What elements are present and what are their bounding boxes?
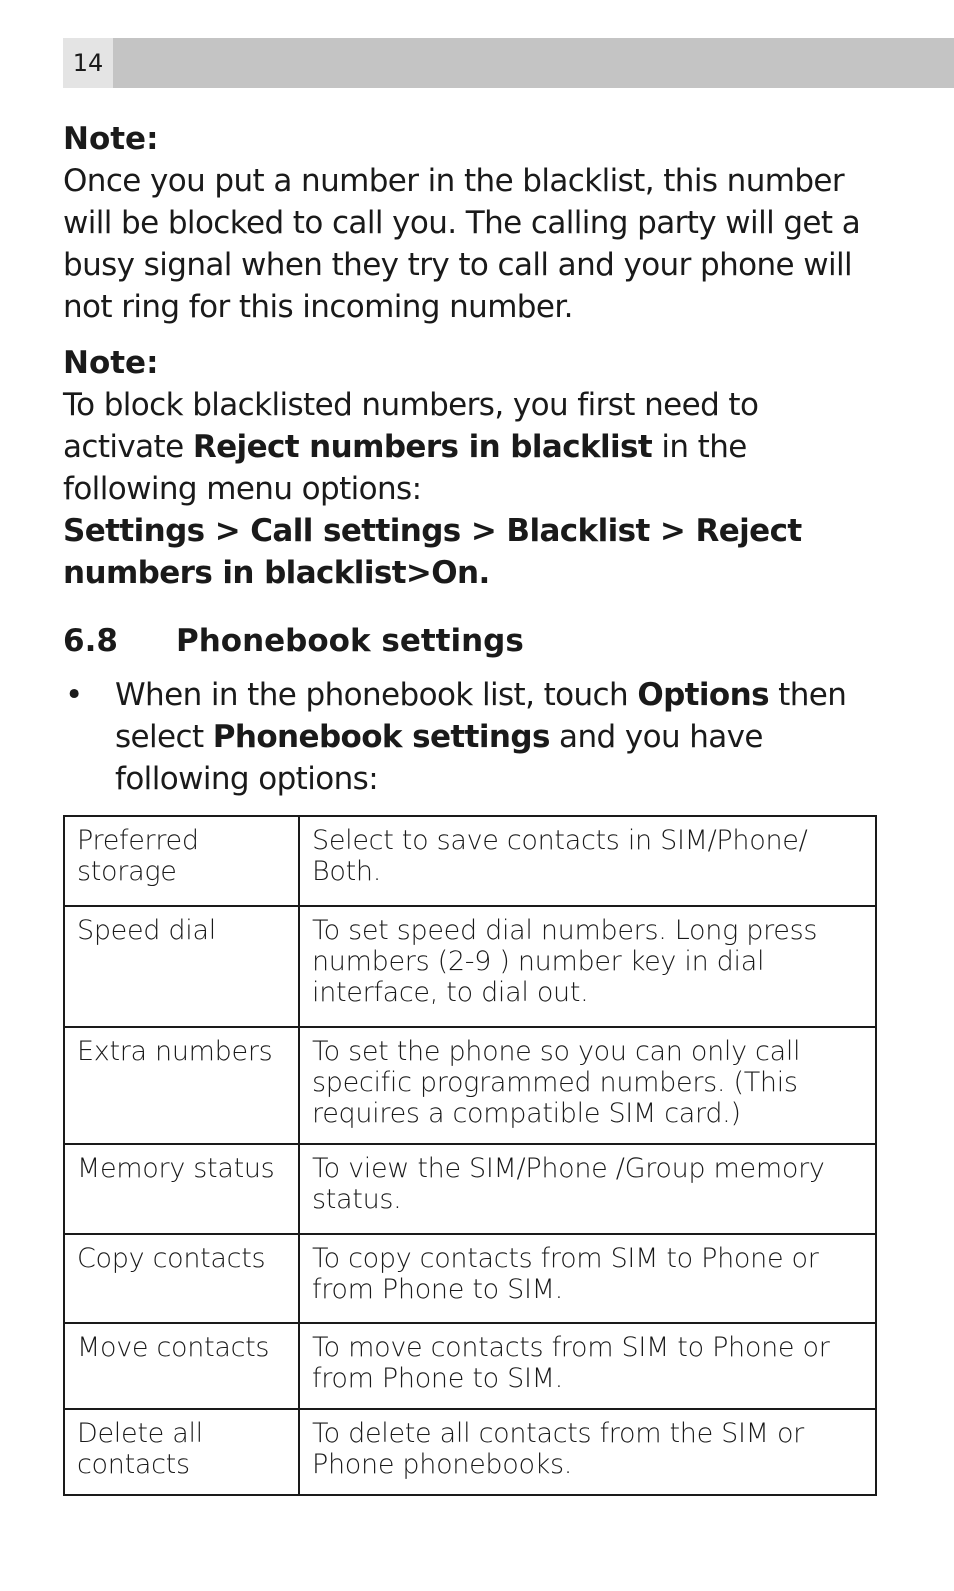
- section-heading: [63, 620, 863, 662]
- bullet-bold-term: Phonebook settings: [212, 719, 550, 755]
- bullet-icon: •: [65, 677, 83, 713]
- section-number: 6.8: [63, 623, 118, 659]
- note-title: Note:: [63, 345, 159, 381]
- note-text-part: To block blacklisted numbers, you first need to activate: [63, 387, 759, 465]
- option-name: Move contacts: [64, 1323, 299, 1409]
- menu-path: Settings > Call settings > Blacklist > Reject numbers in blacklist>On.: [63, 513, 802, 591]
- phonebook-options-table: [63, 815, 877, 1496]
- option-description: To copy contacts from SIM to Phone or from Phone to SIM.: [299, 1234, 876, 1323]
- note-text: Once you put a number in the blacklist, this number will be blocked to call you. The calling party will get a busy signal when they try to call and your phone will not ring for this incoming number.: [63, 163, 861, 325]
- table-row: [64, 1027, 876, 1144]
- page-content: [63, 118, 863, 800]
- table-row: [64, 1409, 876, 1495]
- bullet-text-part: and you have following options:: [115, 719, 763, 797]
- bullet-text-part: When in the phonebook list, touch: [115, 677, 638, 713]
- table-row: [64, 1323, 876, 1409]
- bullet-text: [115, 674, 863, 800]
- option-name: Memory status: [64, 1144, 299, 1234]
- option-description: To view the SIM/Phone /Group memory status.: [299, 1144, 876, 1234]
- bullet-bold-term: Options: [637, 677, 769, 713]
- option-description: To set the phone so you can only call specific programmed numbers. (This requires a compatible SIM card.): [299, 1027, 876, 1144]
- option-description: Select to save contacts in SIM/Phone/ Both.: [299, 816, 876, 906]
- option-name: Speed dial: [64, 906, 299, 1027]
- option-name: Delete all contacts: [64, 1409, 299, 1495]
- table-row: [64, 906, 876, 1027]
- option-name: Copy contacts: [64, 1234, 299, 1323]
- bullet-text-part: then select: [115, 677, 847, 755]
- option-description: To set speed dial numbers. Long press numbers (2-9 ) number key in dial interface, to dial out.: [299, 906, 876, 1027]
- page-number: 14: [63, 38, 113, 88]
- bullet-item: [63, 674, 863, 800]
- note-text-part: in the following menu options:: [63, 429, 747, 507]
- option-name: Preferred storage: [64, 816, 299, 906]
- option-description: To move contacts from SIM to Phone or from Phone to SIM.: [299, 1323, 876, 1409]
- note-title: Note:: [63, 121, 159, 157]
- note-bold-term: Reject numbers in blacklist: [192, 429, 653, 465]
- section-title: Phonebook settings: [176, 623, 524, 659]
- option-name: Extra numbers: [64, 1027, 299, 1144]
- page-header-bar: [63, 38, 954, 88]
- option-description: To delete all contacts from the SIM or Phone phonebooks.: [299, 1409, 876, 1495]
- table-row: [64, 1144, 876, 1234]
- note-text: [63, 384, 863, 510]
- table-row: [64, 816, 876, 906]
- table-row: [64, 1234, 876, 1323]
